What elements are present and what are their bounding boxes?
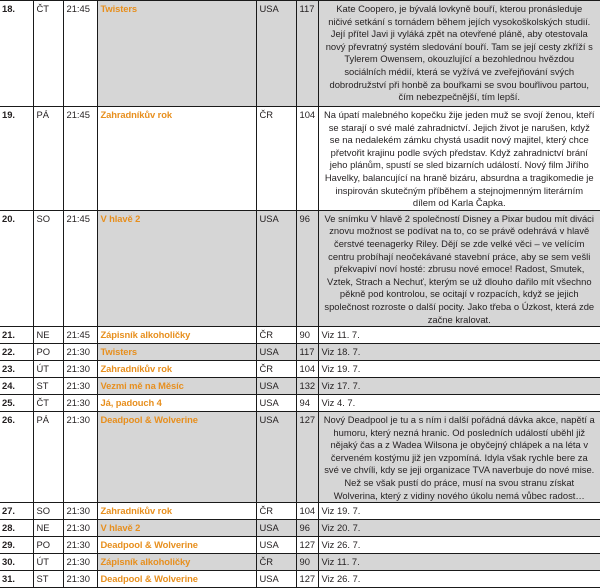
length-cell: 90: [296, 554, 318, 571]
description-cell: Viz 26. 7.: [318, 537, 600, 554]
country-cell: ČR: [256, 554, 296, 571]
time-cell: 21:30: [63, 395, 97, 412]
table-row: [0, 571, 600, 588]
length-cell: 127: [296, 571, 318, 588]
film-title: Zápisník alkoholičky: [97, 327, 256, 344]
country-cell: USA: [256, 412, 296, 503]
day-cell: 25.: [0, 395, 33, 412]
schedule-rows: [0, 1, 600, 588]
length-cell: 94: [296, 395, 318, 412]
weekday-cell: ST: [33, 571, 63, 588]
weekday-cell: ČT: [33, 395, 63, 412]
description-cell: Kate Coopero, je bývalá lovkyně bouří, kterou pronásleduje ničivé setkání s tornádem během jejích vysokoškolských studií. Její přítel Javi ji vyláká zpět na otevřené pláně, aby otestovala nový převratný systém sledování bouří. Tam se její cesty zkříží s Tylerem Owensem, okouzlující a bezohlednou hvězdou sociálních médií, která se vyžívá ve zveřejňování svých dobrodružství při honbě za bouřkami se svou bouřlivou partou, čím nebezpečnější, tím lepší.: [318, 1, 600, 107]
length-cell: 104: [296, 107, 318, 211]
film-title: Zápisník alkoholičky: [97, 554, 256, 571]
description-cell: Ve snímku V hlavě 2 společností Disney a Pixar budou mít diváci znovu možnost se podívat na to, co se právě odehrává v hlavě čerstvé teenagerky Riley. Dějí se zde velké věci – ve velícím centru probíhají neočekávané stavební práce, aby se sem vešli překvapiví noví hosté: zbrusu nové emoce! Radost, Smutek, Vztek, Strach a Nechuť, kterým se už dlouho dařilo mít všechno pěkně pod kontrolou, se ocitají v rozpacích, když se jejich společnost rozroste o další pocity. Jako třeba o Úzkost, která zde začne kralovat.: [318, 210, 600, 326]
film-title: Deadpool & Wolverine: [97, 412, 256, 503]
time-cell: 21:30: [63, 571, 97, 588]
weekday-cell: NE: [33, 327, 63, 344]
table-row: [0, 537, 600, 554]
description-cell: Nový Deadpool je tu a s ním i další pořádná dávka akce, napětí a humoru, který nezná hranic. Od posledních událostí uběhl již nějaký čas a z Wadea Wilsona je obyčejný chlápek a na léta v červeném kostýmu již jen vzpomíná. Idyla však rychle bere za své ve chvíli, kdy se jeji organizace TVA naverbuje do nové mise. Než se však pustí do práce, musí na svou stranu získat Wolverina, který z vidiny nového úkolu nemá vůbec radost…: [318, 412, 600, 503]
table-row: [0, 554, 600, 571]
length-cell: 96: [296, 520, 318, 537]
weekday-cell: PÁ: [33, 412, 63, 503]
weekday-cell: PO: [33, 344, 63, 361]
description-cell: Viz 11. 7.: [318, 327, 600, 344]
time-cell: 21:30: [63, 537, 97, 554]
description-cell: Viz 20. 7.: [318, 520, 600, 537]
weekday-cell: NE: [33, 520, 63, 537]
table-row: [0, 210, 600, 326]
film-title: Vezmi mě na Měsíc: [97, 378, 256, 395]
day-cell: 20.: [0, 210, 33, 326]
time-cell: 21:30: [63, 412, 97, 503]
day-cell: 31.: [0, 571, 33, 588]
table-row: [0, 327, 600, 344]
table-row: [0, 395, 600, 412]
time-cell: 21:30: [63, 554, 97, 571]
time-cell: 21:45: [63, 210, 97, 326]
day-cell: 26.: [0, 412, 33, 503]
film-title: Twisters: [97, 344, 256, 361]
film-title: Zahradníkův rok: [97, 107, 256, 211]
time-cell: 21:45: [63, 327, 97, 344]
description-cell: Viz 19. 7.: [318, 503, 600, 520]
weekday-cell: ÚT: [33, 554, 63, 571]
time-cell: 21:30: [63, 503, 97, 520]
country-cell: USA: [256, 537, 296, 554]
table-row: [0, 1, 600, 107]
length-cell: 127: [296, 412, 318, 503]
time-cell: 21:30: [63, 344, 97, 361]
weekday-cell: ST: [33, 378, 63, 395]
day-cell: 30.: [0, 554, 33, 571]
time-cell: 21:45: [63, 107, 97, 211]
length-cell: 117: [296, 344, 318, 361]
length-cell: 104: [296, 361, 318, 378]
description-cell: Viz 19. 7.: [318, 361, 600, 378]
film-title: Twisters: [97, 1, 256, 107]
film-title: Zahradníkův rok: [97, 503, 256, 520]
description-cell: Viz 4. 7.: [318, 395, 600, 412]
day-cell: 18.: [0, 1, 33, 107]
weekday-cell: ÚT: [33, 361, 63, 378]
weekday-cell: ČT: [33, 1, 63, 107]
time-cell: 21:30: [63, 520, 97, 537]
length-cell: 117: [296, 1, 318, 107]
weekday-cell: SO: [33, 210, 63, 326]
time-cell: 21:45: [63, 1, 97, 107]
country-cell: USA: [256, 395, 296, 412]
country-cell: USA: [256, 571, 296, 588]
day-cell: 19.: [0, 107, 33, 211]
day-cell: 23.: [0, 361, 33, 378]
country-cell: ČR: [256, 327, 296, 344]
description-cell: Viz 11. 7.: [318, 554, 600, 571]
table-row: [0, 344, 600, 361]
day-cell: 22.: [0, 344, 33, 361]
country-cell: USA: [256, 378, 296, 395]
film-title: V hlavě 2: [97, 520, 256, 537]
table-row: [0, 361, 600, 378]
description-cell: Viz 17. 7.: [318, 378, 600, 395]
time-cell: 21:30: [63, 361, 97, 378]
description-cell: Na úpatí malebného kopečku žije jeden muž se svojí ženou, kteří se starají o své malé zahradnictví. Jejich život je narušen, když se na nedalekém zámku chystá usadit nový majitel, který chce přetvořit krajinu podle svých představ. Když zahradnictví brání jeho plánům, spustí se sled bizarních událostí. Nový film Jiřího Havelky, balancující na hraně bizáru, absurdna a tragikomedie je inspirován skutečným příběhem a stejnojmenným literárním dílem od Karla Čapka.: [318, 107, 600, 211]
description-cell: Viz 26. 7.: [318, 571, 600, 588]
country-cell: USA: [256, 344, 296, 361]
time-cell: 21:30: [63, 378, 97, 395]
country-cell: ČR: [256, 361, 296, 378]
table-row: [0, 503, 600, 520]
country-cell: ČR: [256, 503, 296, 520]
film-title: Deadpool & Wolverine: [97, 571, 256, 588]
table-row: [0, 107, 600, 211]
film-title: Já, padouch 4: [97, 395, 256, 412]
weekday-cell: PO: [33, 537, 63, 554]
country-cell: ČR: [256, 107, 296, 211]
day-cell: 29.: [0, 537, 33, 554]
day-cell: 24.: [0, 378, 33, 395]
country-cell: USA: [256, 1, 296, 107]
film-title: Zahradníkův rok: [97, 361, 256, 378]
length-cell: 104: [296, 503, 318, 520]
description-cell: Viz 18. 7.: [318, 344, 600, 361]
film-title: V hlavě 2: [97, 210, 256, 326]
day-cell: 27.: [0, 503, 33, 520]
country-cell: USA: [256, 520, 296, 537]
table-row: [0, 378, 600, 395]
length-cell: 127: [296, 537, 318, 554]
day-cell: 21.: [0, 327, 33, 344]
film-title: Deadpool & Wolverine: [97, 537, 256, 554]
length-cell: 90: [296, 327, 318, 344]
table-row: [0, 520, 600, 537]
table-row: [0, 412, 600, 503]
country-cell: USA: [256, 210, 296, 326]
weekday-cell: SO: [33, 503, 63, 520]
day-cell: 28.: [0, 520, 33, 537]
length-cell: 96: [296, 210, 318, 326]
length-cell: 132: [296, 378, 318, 395]
weekday-cell: PÁ: [33, 107, 63, 211]
